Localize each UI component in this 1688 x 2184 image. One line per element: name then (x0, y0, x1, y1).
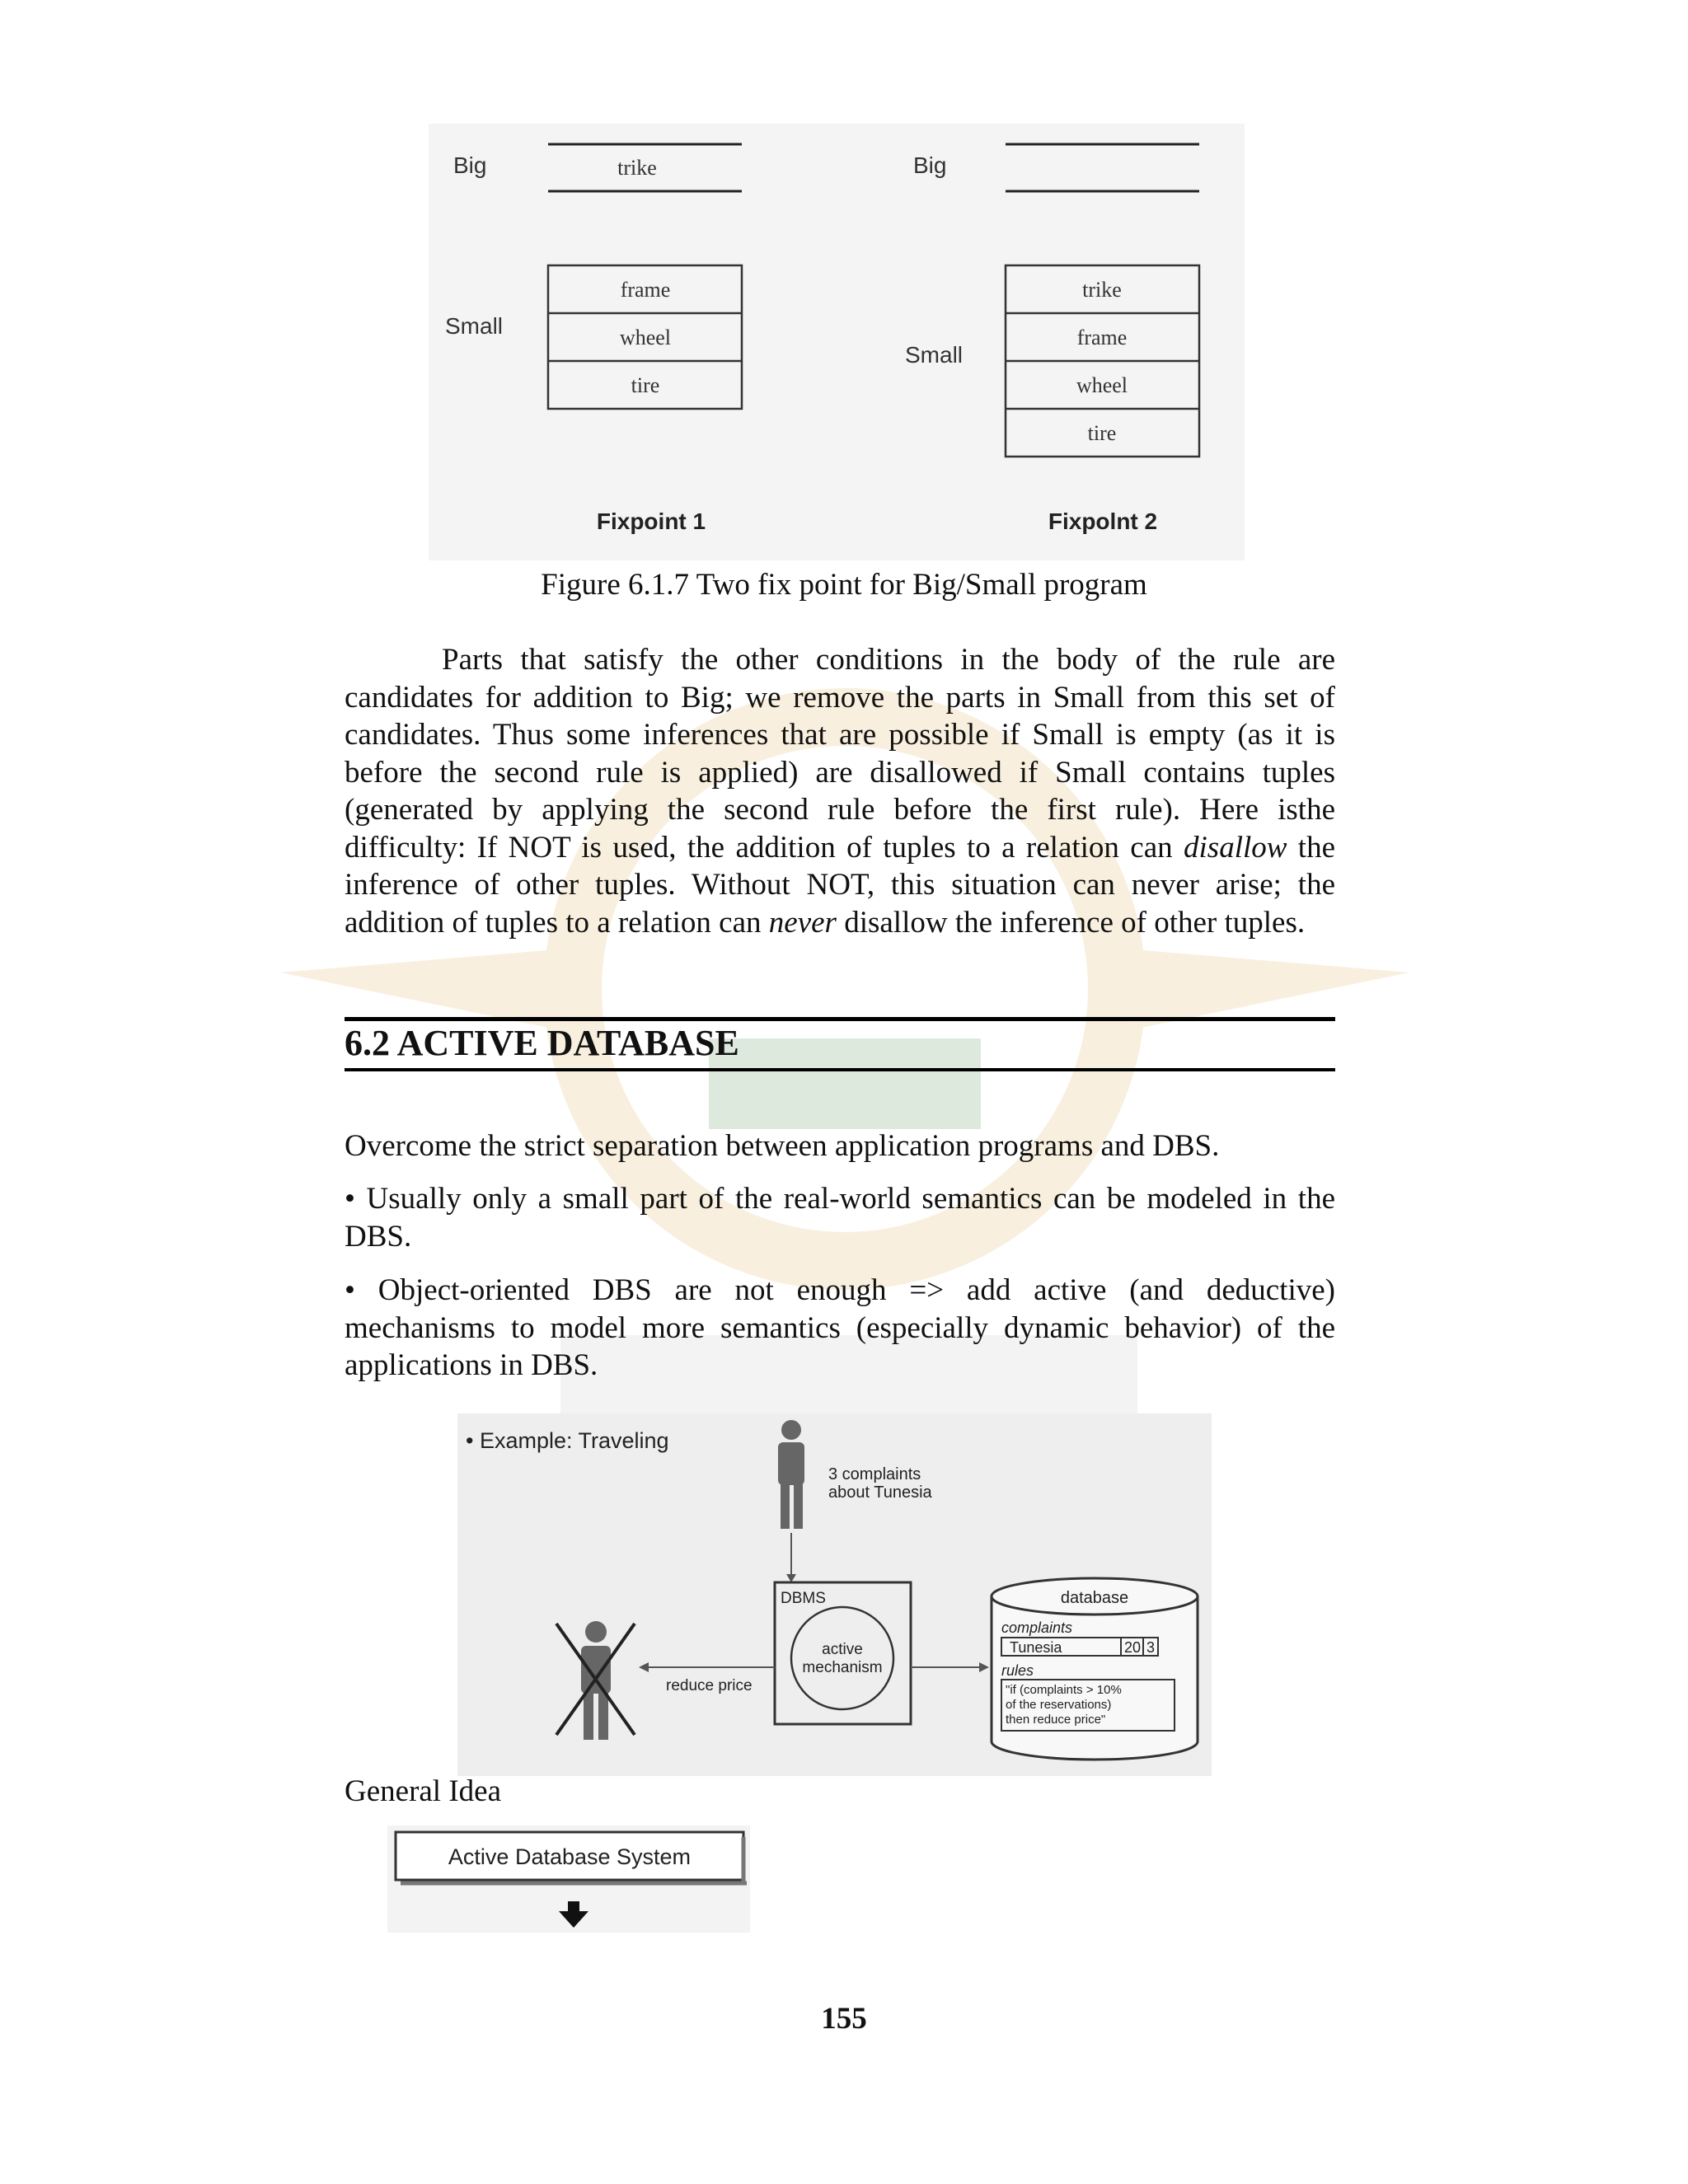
fp1-small-item: frame (620, 278, 671, 302)
fp1-small-item: tire (631, 373, 660, 397)
fp2-small-item: tire (1087, 421, 1117, 445)
general-box-label: Active Database System (448, 1844, 692, 1869)
fp1-small-item: wheel (619, 326, 672, 349)
paragraph-fixpoint-discussion: Parts that satisfy the other conditions in the body of the rule are candidates for addition to Big; we remove the parts in Small from this set of candidates. Thus some inferences that are possible if Small is empty (as it is before the second rule is applied) are disallowed if Small contains tuples (generated by applying the second rule before the first rule). Here isthe difficulty: If NOT is used, the addition of tuples to a relation can disallow the inference of other tuples. Without NOT, this situation can never arise; the addition of tuples to a relation can never disallow the inference of other tuples. (345, 643, 1336, 940)
rules-label: rules (1001, 1662, 1034, 1679)
section-heading: 6.2 ACTIVE DATABASE (345, 1023, 739, 1063)
bullet-oo-dbs: • Object-oriented DBS are not enough => add active (and deductive) mechanisms to model more semantics (especially dynamic behavior) of the applications in DBS. (345, 1273, 1335, 1382)
crossed-person-icon (556, 1621, 635, 1740)
fp1-big-item: trike (617, 156, 657, 180)
arrow-down-icon (559, 1901, 588, 1928)
fp1-caption: Fixpoint 1 (596, 509, 706, 534)
traveling-example-figure (457, 1413, 1212, 1776)
complaint-row-cell: 3 (1146, 1639, 1156, 1656)
fp2-small-item: trike (1082, 278, 1122, 302)
fp2-small-label: Small (905, 342, 964, 368)
dbms-label: DBMS (781, 1590, 826, 1607)
general-idea-figure (387, 1825, 750, 1933)
rule-text: of the reservations) (1006, 1698, 1112, 1712)
complaint-text: 3 complaints (828, 1465, 921, 1483)
bullet-semantics: • Usually only a small part of the real-world semantics can be modeled in the DBS. (345, 1182, 1335, 1254)
heading-rule-top (345, 1017, 1335, 1021)
database-label: database (1060, 1589, 1129, 1607)
reduce-price-label: reduce price (666, 1677, 753, 1694)
example-label: • Example: Traveling (466, 1428, 669, 1453)
fp2-big-label: Big (913, 152, 947, 178)
general-idea-label: General Idea (345, 1774, 502, 1808)
fp1-big-label: Big (453, 152, 487, 178)
complaint-row-cell: 20 (1124, 1639, 1142, 1656)
complaint-row-cell: Tunesia (1010, 1639, 1062, 1656)
heading-rule-bottom (345, 1068, 1335, 1071)
mechanism-label: active (822, 1641, 863, 1658)
rule-text: "if (complaints > 10% (1006, 1683, 1122, 1697)
paragraph-overcome: Overcome the strict separation between application programs and DBS. (345, 1129, 1220, 1163)
fp1-small-label: Small (445, 313, 504, 339)
figure-caption: Figure 6.1.7 Two fix point for Big/Small program (541, 568, 1147, 602)
complaints-label: complaints (1001, 1619, 1073, 1636)
rule-text: then reduce price" (1006, 1713, 1106, 1727)
person-icon (778, 1420, 804, 1529)
fp2-small-item: frame (1076, 326, 1128, 349)
page-number: 155 (821, 2002, 867, 2036)
complaint-text: about Tunesia (828, 1483, 932, 1502)
fp2-caption: Fixpolnt 2 (1048, 509, 1158, 534)
fp2-small-item: wheel (1076, 373, 1128, 397)
mechanism-label: mechanism (802, 1659, 883, 1676)
fixpoint-figure (429, 124, 1245, 560)
